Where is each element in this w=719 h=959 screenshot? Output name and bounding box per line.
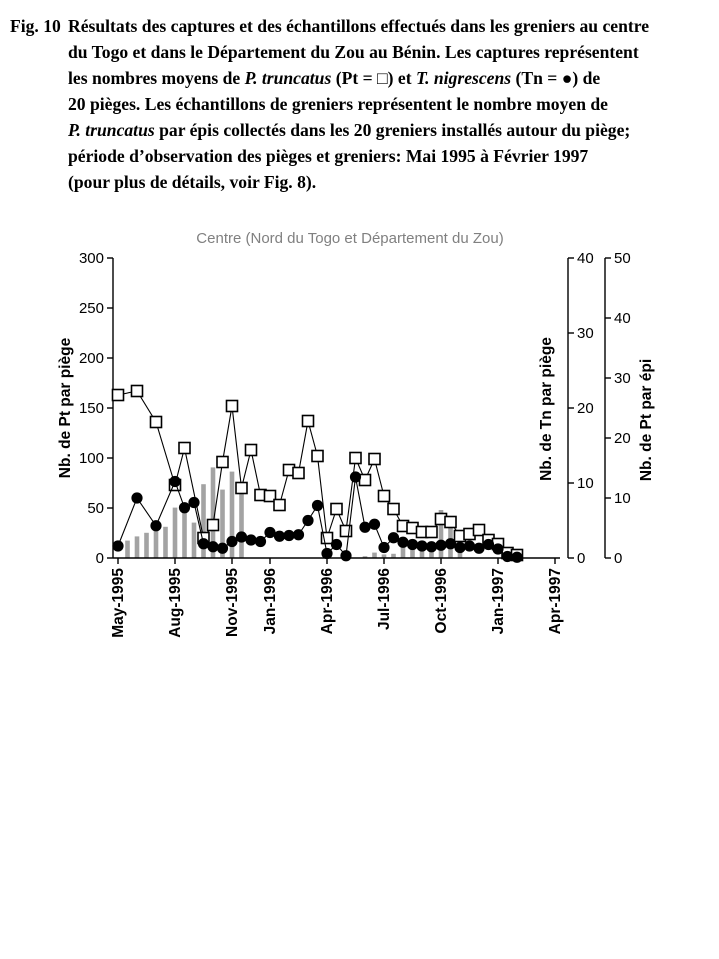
bar [239, 493, 244, 558]
open-square-marker [293, 468, 304, 479]
open-square-marker [217, 457, 228, 468]
tn-tick-label: 40 [577, 250, 594, 267]
filled-circle-marker [245, 534, 256, 545]
left-axis-title: Nb. de Pt par piège [57, 337, 74, 479]
caption-line [10, 91, 712, 117]
left-tick-label: 300 [78, 250, 104, 267]
open-square-marker [227, 401, 238, 412]
open-square-marker [360, 475, 371, 486]
caption-line [10, 143, 712, 169]
filled-circle-marker [359, 522, 370, 533]
x-tick-label: Jul-1996 [376, 568, 393, 631]
caption-text: (Tn = ●) de [511, 68, 601, 88]
species-name: T. nigrescens [415, 68, 512, 88]
caption-text: période d’observation des pièges et greniers: Mai 1995 à Février 1997 [68, 146, 589, 166]
filled-circle-marker [407, 539, 418, 550]
tn-tick-label: 0 [577, 550, 586, 567]
filled-circle-marker [388, 532, 399, 543]
caption-text: (pour plus de détails, voir Fig. 8). [68, 172, 317, 192]
open-square-marker [379, 491, 390, 502]
x-tick-label: Apr-1997 [547, 568, 564, 635]
open-square-marker [426, 527, 437, 538]
open-square-marker [445, 517, 456, 528]
caption-line [10, 117, 712, 143]
filled-circle-marker [236, 531, 247, 542]
filled-circle-marker [312, 500, 323, 511]
bar [125, 541, 130, 558]
filled-circle-marker [217, 543, 228, 554]
caption-line [10, 169, 712, 195]
open-square-marker [179, 443, 190, 454]
x-tick-label: Oct-1996 [433, 568, 450, 634]
filled-circle-marker [350, 471, 361, 482]
caption-text: Résultats des captures et des échantillons effectués dans les greniers au centre [68, 16, 650, 36]
bar [163, 527, 168, 558]
filled-circle-marker [112, 540, 123, 551]
caption-text: (Pt = □) et [331, 68, 416, 88]
filled-circle-marker [397, 537, 408, 548]
open-square-marker [236, 483, 247, 494]
filled-circle-marker [492, 543, 503, 554]
epi-tick-label: 30 [614, 370, 631, 387]
filled-circle-marker [435, 540, 446, 551]
left-tick-label: 50 [87, 500, 104, 517]
left-tick-label: 100 [78, 450, 104, 467]
filled-circle-marker [321, 548, 332, 559]
epi-tick-label: 10 [614, 490, 631, 507]
bar [135, 536, 140, 558]
open-square-marker [331, 504, 342, 515]
caption-line [10, 65, 712, 91]
filled-circle-marker [188, 497, 199, 508]
species-name: P. truncatus [68, 120, 155, 140]
left-tick-label: 250 [78, 300, 104, 317]
filled-circle-marker [454, 542, 465, 553]
filled-circle-marker [416, 540, 427, 551]
filled-circle-marker [378, 542, 389, 553]
x-tick-label: Jan-1996 [262, 568, 279, 635]
filled-circle-marker [293, 529, 304, 540]
filled-circle-marker [150, 520, 161, 531]
tn-axis-title: Nb. de Tn par piège [538, 337, 555, 481]
left-tick-label: 200 [78, 350, 104, 367]
tn-tick-label: 30 [577, 325, 594, 342]
caption-line [10, 39, 712, 65]
filled-circle-marker [226, 536, 237, 547]
open-square-marker [312, 451, 323, 462]
caption-text: du Togo et dans le Département du Zou au Bénin. Les captures représentent [68, 42, 639, 62]
filled-circle-marker [502, 551, 513, 562]
x-tick-label: Apr-1996 [319, 568, 336, 635]
bar [144, 533, 149, 558]
open-square-marker [388, 504, 399, 515]
figure-caption [10, 13, 712, 195]
filled-circle-marker [331, 539, 342, 550]
epi-tick-label: 20 [614, 430, 631, 447]
caption-text: 20 pièges. Les échantillons de greniers représentent le nombre moyen de [68, 94, 608, 114]
x-tick-label: Nov-1995 [224, 568, 241, 637]
filled-circle-marker [198, 538, 209, 549]
filled-circle-marker [369, 519, 380, 530]
x-tick-label: Jan-1997 [490, 568, 507, 635]
filled-circle-marker [169, 476, 180, 487]
epi-tick-label: 0 [614, 550, 623, 567]
open-square-marker [350, 453, 361, 464]
caption-text: les nombres moyens de [68, 68, 245, 88]
bar [192, 523, 197, 558]
filled-circle-marker [426, 541, 437, 552]
filled-circle-marker [464, 540, 475, 551]
open-square-marker [246, 445, 257, 456]
figure-number: Fig. 10 [10, 16, 61, 36]
filled-circle-marker [302, 515, 313, 526]
bar [401, 547, 406, 558]
chart-title: Centre (Nord du Togo et Département du Zou) [196, 230, 504, 247]
filled-circle-marker [511, 552, 522, 563]
x-tick-label: Aug-1995 [167, 568, 184, 638]
filled-circle-marker [274, 531, 285, 542]
open-square-marker [208, 520, 219, 531]
open-square-marker [303, 416, 314, 427]
filled-circle-marker [131, 492, 142, 503]
bar [173, 508, 178, 558]
filled-circle-marker [483, 539, 494, 550]
left-tick-label: 150 [78, 400, 104, 417]
epi-axis-title: Nb. de Pt par épi [638, 358, 655, 482]
caption-line [10, 13, 712, 39]
open-square-marker [151, 417, 162, 428]
bar [182, 512, 187, 558]
caption-text: par épis collectés dans les 20 greniers installés autour du piège; [154, 120, 631, 140]
bar [372, 553, 377, 558]
open-square-marker [132, 386, 143, 397]
x-tick-label: May-1995 [110, 568, 127, 638]
open-square-marker [369, 454, 380, 465]
tn-tick-label: 20 [577, 400, 594, 417]
open-square-marker [274, 500, 285, 511]
epi-tick-label: 50 [614, 250, 631, 267]
tn-tick-label: 10 [577, 475, 594, 492]
filled-circle-marker [283, 530, 294, 541]
bar [154, 530, 159, 558]
filled-circle-marker [340, 550, 351, 561]
species-name: P. truncatus [244, 68, 332, 88]
epi-tick-label: 40 [614, 310, 631, 327]
filled-circle-marker [207, 541, 218, 552]
filled-circle-marker [179, 502, 190, 513]
left-tick-label: 0 [95, 550, 104, 567]
filled-circle-marker [255, 536, 266, 547]
open-square-marker [113, 390, 124, 401]
